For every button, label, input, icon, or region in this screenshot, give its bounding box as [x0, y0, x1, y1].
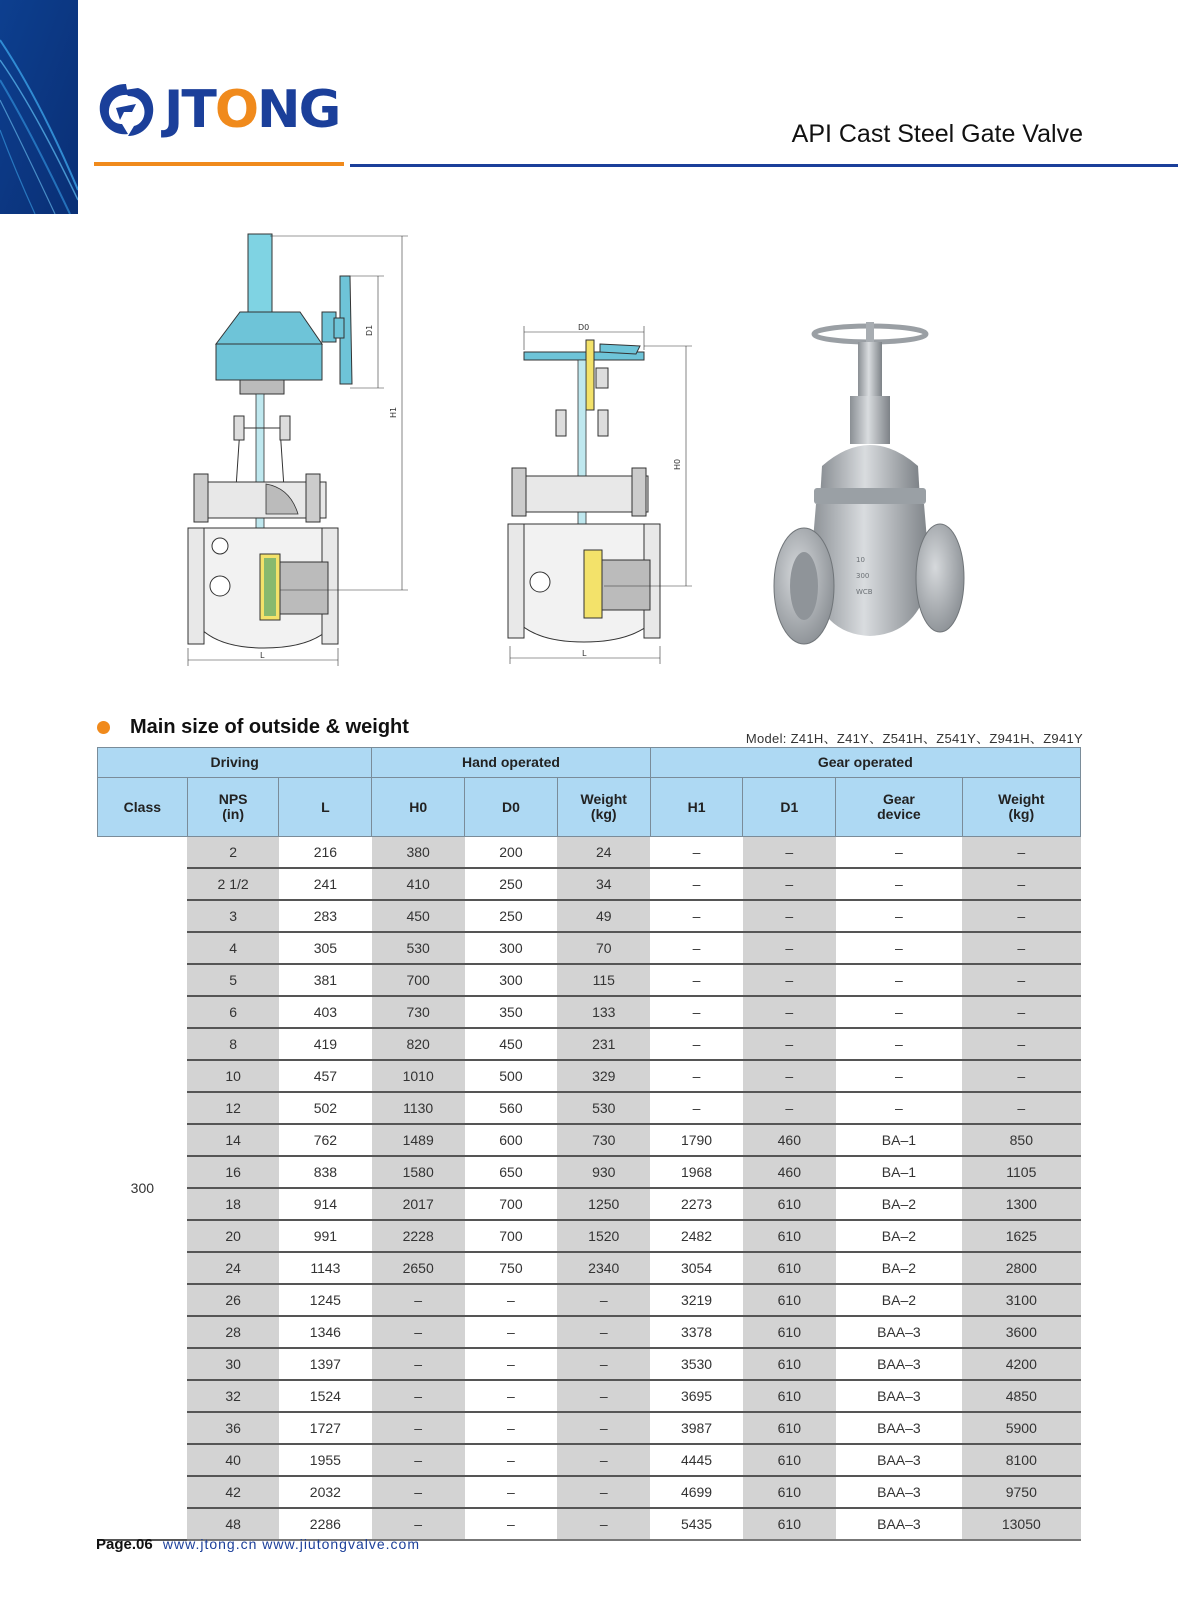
- table-cell: 4200: [962, 1348, 1080, 1380]
- column-header-row: [98, 778, 1081, 837]
- table-cell: 5435: [650, 1508, 743, 1540]
- table-cell: –: [557, 1284, 650, 1316]
- table-cell: 2286: [279, 1508, 372, 1540]
- table-cell: 216: [279, 837, 372, 869]
- table-cell: 5: [187, 964, 279, 996]
- table-cell: 2228: [372, 1220, 465, 1252]
- table-cell: 1790: [650, 1124, 743, 1156]
- table-cell: 3378: [650, 1316, 743, 1348]
- table-cell: BA–2: [836, 1220, 962, 1252]
- table-cell: –: [836, 900, 962, 932]
- table-cell: –: [465, 1476, 558, 1508]
- table-cell: 241: [279, 868, 372, 900]
- dim-l-gear: L: [260, 651, 265, 660]
- table-cell: –: [962, 1092, 1080, 1124]
- table-cell: 381: [279, 964, 372, 996]
- table-cell: –: [650, 900, 743, 932]
- table-row: [98, 1092, 1081, 1124]
- table-cell: 40: [187, 1444, 279, 1476]
- table-cell: –: [650, 1028, 743, 1060]
- table-cell: –: [465, 1284, 558, 1316]
- group-driving: Driving: [98, 748, 372, 778]
- dim-d1: D1: [365, 324, 374, 336]
- table-cell: –: [743, 964, 836, 996]
- table-cell: 730: [372, 996, 465, 1028]
- table-cell: BAA–3: [836, 1348, 962, 1380]
- table-row: [98, 996, 1081, 1028]
- table-cell: BAA–3: [836, 1508, 962, 1540]
- col-d1: D1: [743, 778, 836, 837]
- dim-l-hand: L: [582, 649, 587, 658]
- table-cell: 502: [279, 1092, 372, 1124]
- section-heading: [97, 716, 409, 739]
- photo-mark-2: 300: [856, 572, 870, 580]
- table-cell: –: [557, 1444, 650, 1476]
- group-hand-operated: Hand operated: [372, 748, 650, 778]
- table-cell: –: [650, 837, 743, 869]
- table-cell: BA–2: [836, 1284, 962, 1316]
- table-cell: 750: [465, 1252, 558, 1284]
- table-cell: –: [650, 1092, 743, 1124]
- table-cell: –: [650, 996, 743, 1028]
- table-cell: 530: [557, 1092, 650, 1124]
- table-cell: 6: [187, 996, 279, 1028]
- table-cell: 4445: [650, 1444, 743, 1476]
- logo-o: O: [214, 80, 258, 140]
- table-cell: 1250: [557, 1188, 650, 1220]
- table-cell: BA–1: [836, 1156, 962, 1188]
- table-cell: 457: [279, 1060, 372, 1092]
- table-cell: –: [650, 1060, 743, 1092]
- valve-photo: [770, 316, 970, 666]
- table-cell: 231: [557, 1028, 650, 1060]
- table-cell: BA–2: [836, 1252, 962, 1284]
- table-cell: –: [962, 996, 1080, 1028]
- table-cell: –: [557, 1380, 650, 1412]
- table-cell: –: [743, 900, 836, 932]
- col-l: L: [279, 778, 372, 837]
- table-cell: 1524: [279, 1380, 372, 1412]
- dim-h1: H1: [389, 406, 398, 418]
- table-cell: 300: [465, 932, 558, 964]
- table-row: [98, 1060, 1081, 1092]
- table-cell: 3530: [650, 1348, 743, 1380]
- table-cell: 3: [187, 900, 279, 932]
- table-cell: 1968: [650, 1156, 743, 1188]
- table-cell: 28: [187, 1316, 279, 1348]
- table-cell: –: [372, 1412, 465, 1444]
- table-cell: 2482: [650, 1220, 743, 1252]
- table-cell: 42: [187, 1476, 279, 1508]
- table-cell: 48: [187, 1508, 279, 1540]
- table-cell: 250: [465, 900, 558, 932]
- page-number: Page.06: [96, 1536, 153, 1553]
- table-cell: 1143: [279, 1252, 372, 1284]
- table-cell: 610: [743, 1348, 836, 1380]
- table-cell: 610: [743, 1476, 836, 1508]
- table-cell: –: [836, 996, 962, 1028]
- table-cell: 32: [187, 1380, 279, 1412]
- col-weight-hand: Weight (kg): [557, 778, 650, 837]
- table-cell: 16: [187, 1156, 279, 1188]
- table-cell: 1245: [279, 1284, 372, 1316]
- table-cell: 3987: [650, 1412, 743, 1444]
- table-cell: 1489: [372, 1124, 465, 1156]
- table-cell: 2 1/2: [187, 868, 279, 900]
- table-cell: 700: [372, 964, 465, 996]
- table-cell: 1346: [279, 1316, 372, 1348]
- table-row: [98, 1412, 1081, 1444]
- col-d0: D0: [465, 778, 558, 837]
- table-cell: 1010: [372, 1060, 465, 1092]
- table-cell: 300: [465, 964, 558, 996]
- table-cell: –: [836, 1092, 962, 1124]
- corner-decoration: [0, 0, 78, 214]
- table-cell: –: [650, 932, 743, 964]
- table-cell: 1397: [279, 1348, 372, 1380]
- table-cell: –: [743, 1028, 836, 1060]
- table-row: [98, 1156, 1081, 1188]
- table-cell: 610: [743, 1188, 836, 1220]
- table-cell: 30: [187, 1348, 279, 1380]
- table-cell: 991: [279, 1220, 372, 1252]
- table-cell: 10: [187, 1060, 279, 1092]
- table-cell: 650: [465, 1156, 558, 1188]
- table-row: [98, 1284, 1081, 1316]
- col-class: Class: [98, 778, 188, 837]
- table-cell: –: [743, 837, 836, 869]
- table-cell: 283: [279, 900, 372, 932]
- table-cell: 3100: [962, 1284, 1080, 1316]
- table-cell: –: [557, 1508, 650, 1540]
- table-cell: –: [650, 868, 743, 900]
- table-cell: 2032: [279, 1476, 372, 1508]
- table-cell: –: [743, 868, 836, 900]
- table-row: [98, 1124, 1081, 1156]
- table-cell: 3600: [962, 1316, 1080, 1348]
- table-cell: BA–1: [836, 1124, 962, 1156]
- dimension-weight-table: [97, 747, 1081, 1541]
- table-cell: 700: [465, 1188, 558, 1220]
- table-row: [98, 964, 1081, 996]
- hand-operated-drawing: [500, 320, 710, 670]
- table-cell: –: [962, 900, 1080, 932]
- table-cell: 2650: [372, 1252, 465, 1284]
- table-cell: 200: [465, 837, 558, 869]
- bullet-dot-icon: [97, 721, 110, 734]
- table-row: [98, 868, 1081, 900]
- table-cell: 3695: [650, 1380, 743, 1412]
- table-cell: 530: [372, 932, 465, 964]
- table-cell: –: [465, 1348, 558, 1380]
- table-row: [98, 1476, 1081, 1508]
- table-cell: –: [962, 1060, 1080, 1092]
- table-cell: 762: [279, 1124, 372, 1156]
- table-cell: 1520: [557, 1220, 650, 1252]
- dim-d0: D0: [578, 323, 590, 332]
- table-cell: –: [372, 1284, 465, 1316]
- table-cell: 610: [743, 1316, 836, 1348]
- table-cell: –: [836, 1060, 962, 1092]
- table-cell: 3054: [650, 1252, 743, 1284]
- col-h1: H1: [650, 778, 743, 837]
- website-links[interactable]: www.jtong.cn www.jiutongvalve.com: [162, 1536, 420, 1552]
- table-cell: –: [372, 1348, 465, 1380]
- table-row: [98, 900, 1081, 932]
- table-cell: 838: [279, 1156, 372, 1188]
- table-cell: –: [372, 1316, 465, 1348]
- table-cell: 13050: [962, 1508, 1080, 1540]
- table-cell: 1300: [962, 1188, 1080, 1220]
- table-cell: –: [743, 932, 836, 964]
- table-cell: 250: [465, 868, 558, 900]
- table-cell: –: [836, 837, 962, 869]
- table-cell: 610: [743, 1508, 836, 1540]
- table-cell: 610: [743, 1220, 836, 1252]
- footer: [96, 1536, 420, 1553]
- table-cell: 34: [557, 868, 650, 900]
- gear-operated-drawing: [180, 228, 420, 670]
- table-cell: –: [372, 1476, 465, 1508]
- table-cell: 24: [557, 837, 650, 869]
- model-list: Model: Z41H、Z41Y、Z541H、Z541Y、Z941H、Z941Y: [745, 731, 1083, 746]
- table-cell: 450: [372, 900, 465, 932]
- table-cell: 460: [743, 1124, 836, 1156]
- table-cell: 850: [962, 1124, 1080, 1156]
- table-cell: 1580: [372, 1156, 465, 1188]
- table-cell: 14: [187, 1124, 279, 1156]
- table-row: [98, 1380, 1081, 1412]
- table-cell: –: [557, 1348, 650, 1380]
- table-cell: 403: [279, 996, 372, 1028]
- table-cell: 410: [372, 868, 465, 900]
- table-cell: 610: [743, 1444, 836, 1476]
- table-cell: –: [836, 964, 962, 996]
- table-cell: 2273: [650, 1188, 743, 1220]
- table-cell: 1105: [962, 1156, 1080, 1188]
- table-cell: –: [962, 964, 1080, 996]
- table-row: [98, 1444, 1081, 1476]
- table-cell: BAA–3: [836, 1316, 962, 1348]
- table-cell: BAA–3: [836, 1412, 962, 1444]
- table-row: [98, 1316, 1081, 1348]
- table-cell: BA–2: [836, 1188, 962, 1220]
- table-cell: –: [557, 1476, 650, 1508]
- table-cell: –: [962, 932, 1080, 964]
- table-cell: –: [743, 996, 836, 1028]
- table-cell: 914: [279, 1188, 372, 1220]
- table-cell: 115: [557, 964, 650, 996]
- table-cell: –: [465, 1508, 558, 1540]
- table-cell: 820: [372, 1028, 465, 1060]
- table-cell: 329: [557, 1060, 650, 1092]
- col-weight-gear: Weight (kg): [962, 778, 1080, 837]
- table-cell: 600: [465, 1124, 558, 1156]
- table-cell: 26: [187, 1284, 279, 1316]
- col-nps: NPS (in): [187, 778, 279, 837]
- table-cell: BAA–3: [836, 1380, 962, 1412]
- table-cell: –: [962, 868, 1080, 900]
- table-cell: –: [465, 1444, 558, 1476]
- table-cell: BAA–3: [836, 1476, 962, 1508]
- table-cell: 49: [557, 900, 650, 932]
- table-cell: 305: [279, 932, 372, 964]
- table-cell: –: [372, 1444, 465, 1476]
- table-row: [98, 1188, 1081, 1220]
- table-cell: 730: [557, 1124, 650, 1156]
- table-cell: 419: [279, 1028, 372, 1060]
- table-cell: 8100: [962, 1444, 1080, 1476]
- photo-mark-3: WCB: [856, 588, 873, 596]
- table-cell: 560: [465, 1092, 558, 1124]
- table-cell: –: [836, 1028, 962, 1060]
- photo-mark-1: 10: [856, 556, 865, 564]
- table-row: [98, 1028, 1081, 1060]
- table-row: [98, 1220, 1081, 1252]
- table-cell: 700: [465, 1220, 558, 1252]
- table-cell: –: [743, 1092, 836, 1124]
- table-cell: 450: [465, 1028, 558, 1060]
- table-cell: –: [465, 1412, 558, 1444]
- table-cell: 1955: [279, 1444, 372, 1476]
- table-cell: 20: [187, 1220, 279, 1252]
- table-cell: 500: [465, 1060, 558, 1092]
- table-cell: –: [557, 1412, 650, 1444]
- table-cell: –: [962, 837, 1080, 869]
- brand-logo: [94, 74, 354, 146]
- table-cell: 610: [743, 1252, 836, 1284]
- logo-underline: [94, 162, 344, 166]
- table-cell: 1625: [962, 1220, 1080, 1252]
- table-cell: 610: [743, 1380, 836, 1412]
- header-rule: [350, 164, 1178, 167]
- table-cell: 460: [743, 1156, 836, 1188]
- table-cell: –: [836, 868, 962, 900]
- table-cell: –: [465, 1380, 558, 1412]
- table-cell: 70: [557, 932, 650, 964]
- table-cell: –: [743, 1060, 836, 1092]
- col-gear-device: Gear device: [836, 778, 962, 837]
- table-row: [98, 932, 1081, 964]
- col-h0: H0: [372, 778, 465, 837]
- table-cell: 2017: [372, 1188, 465, 1220]
- logo-wordmark: JTONG: [164, 80, 340, 140]
- table-cell: –: [836, 932, 962, 964]
- table-cell: 2340: [557, 1252, 650, 1284]
- table-cell: 8: [187, 1028, 279, 1060]
- table-cell: 36: [187, 1412, 279, 1444]
- table-cell: 2: [187, 837, 279, 869]
- table-cell: 9750: [962, 1476, 1080, 1508]
- table-cell: 1727: [279, 1412, 372, 1444]
- table-cell: 2800: [962, 1252, 1080, 1284]
- table-cell: –: [465, 1316, 558, 1348]
- table-cell: 350: [465, 996, 558, 1028]
- table-row: [98, 1252, 1081, 1284]
- table-cell: 3219: [650, 1284, 743, 1316]
- table-cell: 610: [743, 1412, 836, 1444]
- table-row: [98, 837, 1081, 869]
- table-cell: –: [372, 1508, 465, 1540]
- table-cell: –: [372, 1380, 465, 1412]
- table-cell: 24: [187, 1252, 279, 1284]
- logo-mark-icon: [94, 78, 158, 142]
- section-title: Main size of outside & weight: [130, 716, 409, 738]
- table-cell: –: [962, 1028, 1080, 1060]
- group-header-row: [98, 748, 1081, 778]
- table-cell: 1130: [372, 1092, 465, 1124]
- table-cell: 930: [557, 1156, 650, 1188]
- group-gear-operated: Gear operated: [650, 748, 1080, 778]
- table-cell: 610: [743, 1284, 836, 1316]
- table-cell: 133: [557, 996, 650, 1028]
- table-cell: 4850: [962, 1380, 1080, 1412]
- table-cell: 12: [187, 1092, 279, 1124]
- table-cell: –: [650, 964, 743, 996]
- table-cell: BAA–3: [836, 1444, 962, 1476]
- document-title: API Cast Steel Gate Valve: [791, 120, 1083, 148]
- table-cell: 4: [187, 932, 279, 964]
- table-cell: 18: [187, 1188, 279, 1220]
- table-cell: 5900: [962, 1412, 1080, 1444]
- dim-h0: H0: [673, 458, 682, 470]
- table-cell: 380: [372, 837, 465, 869]
- table-row: [98, 1348, 1081, 1380]
- class-cell: 300: [98, 837, 188, 1541]
- table-cell: –: [557, 1316, 650, 1348]
- table-cell: 4699: [650, 1476, 743, 1508]
